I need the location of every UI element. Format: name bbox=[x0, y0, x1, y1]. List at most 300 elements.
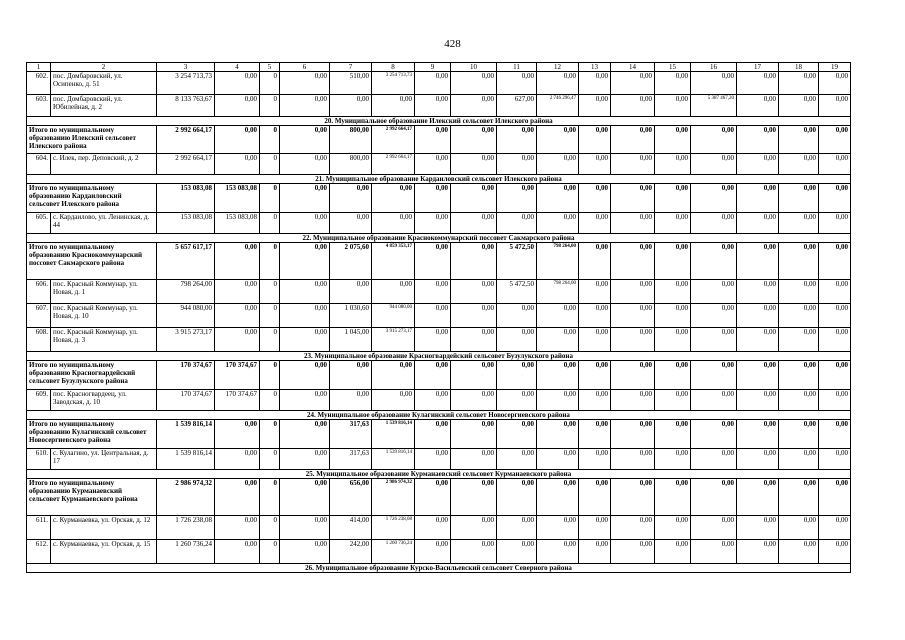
value-cell: 0 bbox=[260, 328, 280, 352]
column-number-19: 19 bbox=[819, 63, 851, 72]
row-index: 606. bbox=[27, 280, 51, 304]
value-cell: 0,00 bbox=[737, 243, 779, 280]
value-cell: 0,00 bbox=[579, 126, 611, 154]
value-cell: 0,00 bbox=[737, 154, 779, 175]
section-title: 21. Муниципальное образование Кардаиловский сельсовет Илекского района bbox=[27, 175, 851, 184]
value-cell: 0,00 bbox=[655, 449, 691, 470]
value-cell: 0,00 bbox=[497, 304, 537, 328]
total-row bbox=[27, 479, 851, 516]
value-cell: 0,00 bbox=[280, 184, 330, 213]
value-cell: 242,00 bbox=[330, 540, 372, 564]
value-cell: 0,00 bbox=[280, 540, 330, 564]
value-cell: 0,00 bbox=[451, 328, 497, 352]
value-cell: 0,00 bbox=[691, 243, 737, 280]
section-heading-row bbox=[27, 470, 851, 479]
value-cell: 656,00 bbox=[330, 479, 372, 516]
section-heading-row bbox=[27, 564, 851, 573]
value-cell: 0,00 bbox=[819, 328, 851, 352]
row-index: 604. bbox=[27, 154, 51, 175]
value-cell: 0,00 bbox=[737, 390, 779, 411]
value-cell: 0,00 bbox=[779, 95, 819, 117]
row-index: 608. bbox=[27, 328, 51, 352]
value-cell: 0,00 bbox=[779, 420, 819, 449]
value-cell: 0,00 bbox=[737, 479, 779, 516]
value-cell: 0,00 bbox=[372, 280, 415, 304]
value-cell: 2 992 664,17 bbox=[157, 154, 215, 175]
value-cell: 0,00 bbox=[537, 540, 579, 564]
section-title: 22. Муниципальное образование Краснокоммунарский поссовет Сакмарского района bbox=[27, 234, 851, 243]
value-cell: 0,00 bbox=[280, 304, 330, 328]
value-cell: 0 bbox=[260, 72, 280, 95]
address: пос. Красногвардеец, ул. Заводская, д. 10 bbox=[51, 390, 157, 411]
value-cell: 0,00 bbox=[819, 390, 851, 411]
value-cell: 0,00 bbox=[819, 184, 851, 213]
value-cell: 0,00 bbox=[611, 126, 655, 154]
value-cell: 0,00 bbox=[415, 390, 451, 411]
value-cell: 170 374,67 bbox=[215, 390, 260, 411]
value-cell: 0,00 bbox=[655, 540, 691, 564]
value-cell: 0,00 bbox=[819, 304, 851, 328]
table-row bbox=[27, 540, 851, 564]
section-title: 23. Муниципальное образование Красногвардейский сельсовет Бузулукского района bbox=[27, 352, 851, 361]
value-cell: 944 080,00 bbox=[157, 304, 215, 328]
value-cell: 0,00 bbox=[737, 516, 779, 540]
address: пос. Домбаровский, ул. Осипенко, д. 51 bbox=[51, 72, 157, 95]
value-cell: 0,00 bbox=[537, 126, 579, 154]
value-cell: 1 045,00 bbox=[330, 328, 372, 352]
value-cell: 0,00 bbox=[819, 280, 851, 304]
value-cell: 0 bbox=[260, 516, 280, 540]
value-cell: 0,00 bbox=[819, 361, 851, 390]
value-cell: 798 264,00 bbox=[157, 280, 215, 304]
value-cell: 0,00 bbox=[537, 328, 579, 352]
value-cell: 0,00 bbox=[655, 479, 691, 516]
value-cell: 2 075,60 bbox=[330, 243, 372, 280]
value-cell: 0,00 bbox=[611, 95, 655, 117]
value-cell: 0,00 bbox=[451, 479, 497, 516]
row-index: 602. bbox=[27, 72, 51, 95]
value-cell: 0,00 bbox=[497, 449, 537, 470]
section-heading-row bbox=[27, 352, 851, 361]
value-cell: 0,00 bbox=[330, 390, 372, 411]
value-cell: 4 859 353,17 bbox=[372, 243, 415, 280]
value-cell: 0,00 bbox=[819, 449, 851, 470]
value-cell: 0,00 bbox=[497, 361, 537, 390]
value-cell: 0,00 bbox=[579, 95, 611, 117]
value-cell: 0,00 bbox=[330, 95, 372, 117]
value-cell: 170 374,67 bbox=[157, 361, 215, 390]
total-row bbox=[27, 184, 851, 213]
value-cell: 0,00 bbox=[611, 390, 655, 411]
total-row bbox=[27, 361, 851, 390]
value-cell: 0,00 bbox=[372, 213, 415, 234]
value-cell: 1 539 816,14 bbox=[372, 449, 415, 470]
value-cell: 0,00 bbox=[497, 479, 537, 516]
value-cell: 0,00 bbox=[611, 516, 655, 540]
value-cell: 3 254 713,73 bbox=[372, 72, 415, 95]
value-cell: 0,00 bbox=[497, 154, 537, 175]
address: с. Кардаилово, ул. Ленинская, д. 44 bbox=[51, 213, 157, 234]
value-cell: 0,00 bbox=[215, 72, 260, 95]
value-cell: 0,00 bbox=[819, 516, 851, 540]
section-title: 20. Муниципальное образование Илекский сельсовет Илекского района bbox=[27, 117, 851, 126]
value-cell: 944 080,00 bbox=[372, 304, 415, 328]
value-cell: 0,00 bbox=[280, 95, 330, 117]
value-cell: 3 254 713,73 bbox=[157, 72, 215, 95]
section-title: 24. Муниципальное образование Кулагинский сельсовет Новосергиевского района bbox=[27, 411, 851, 420]
value-cell: 0,00 bbox=[280, 361, 330, 390]
value-cell: 0,00 bbox=[497, 126, 537, 154]
row-index: 607. bbox=[27, 304, 51, 328]
column-number-2: 2 bbox=[51, 63, 157, 72]
value-cell: 0,00 bbox=[330, 184, 372, 213]
value-cell: 0,00 bbox=[372, 390, 415, 411]
value-cell: 0,00 bbox=[280, 420, 330, 449]
value-cell: 0,00 bbox=[655, 280, 691, 304]
value-cell: 0,00 bbox=[779, 184, 819, 213]
value-cell: 0,00 bbox=[819, 72, 851, 95]
value-cell: 0 bbox=[260, 540, 280, 564]
value-cell: 0,00 bbox=[415, 184, 451, 213]
value-cell: 0,00 bbox=[611, 328, 655, 352]
value-cell: 0,00 bbox=[737, 420, 779, 449]
value-cell: 0,00 bbox=[611, 479, 655, 516]
value-cell: 0,00 bbox=[579, 516, 611, 540]
table-row bbox=[27, 280, 851, 304]
value-cell: 5 472,50 bbox=[497, 280, 537, 304]
address: пос. Домбаровский, ул. Юбилейная, д. 2 bbox=[51, 95, 157, 117]
value-cell: 0,00 bbox=[451, 540, 497, 564]
value-cell: 0,00 bbox=[451, 213, 497, 234]
value-cell: 0,00 bbox=[779, 479, 819, 516]
value-cell: 0,00 bbox=[779, 361, 819, 390]
value-cell: 0,00 bbox=[655, 126, 691, 154]
value-cell: 0,00 bbox=[579, 213, 611, 234]
value-cell: 0,00 bbox=[451, 304, 497, 328]
value-cell: 0,00 bbox=[215, 449, 260, 470]
value-cell: 1 030,60 bbox=[330, 304, 372, 328]
value-cell: 0,00 bbox=[579, 449, 611, 470]
value-cell: 0,00 bbox=[497, 420, 537, 449]
value-cell: 0,00 bbox=[779, 280, 819, 304]
table-row bbox=[27, 390, 851, 411]
column-number-16: 16 bbox=[691, 63, 737, 72]
value-cell: 0,00 bbox=[497, 516, 537, 540]
value-cell: 0,00 bbox=[579, 390, 611, 411]
value-cell: 0,00 bbox=[737, 213, 779, 234]
value-cell: 0,00 bbox=[215, 479, 260, 516]
value-cell: 0,00 bbox=[737, 361, 779, 390]
value-cell: 0,00 bbox=[691, 213, 737, 234]
value-cell: 0,00 bbox=[655, 184, 691, 213]
value-cell: 0,00 bbox=[537, 516, 579, 540]
value-cell: 0,00 bbox=[655, 516, 691, 540]
value-cell: 0,00 bbox=[691, 540, 737, 564]
value-cell: 0,00 bbox=[451, 72, 497, 95]
value-cell: 0,00 bbox=[579, 72, 611, 95]
value-cell: 0,00 bbox=[579, 540, 611, 564]
value-cell: 0,00 bbox=[451, 184, 497, 213]
value-cell: 0,00 bbox=[415, 72, 451, 95]
value-cell: 0,00 bbox=[415, 516, 451, 540]
value-cell: 0,00 bbox=[779, 540, 819, 564]
value-cell: 0,00 bbox=[691, 361, 737, 390]
value-cell: 0,00 bbox=[691, 479, 737, 516]
value-cell: 0,00 bbox=[497, 540, 537, 564]
value-cell: 0,00 bbox=[819, 154, 851, 175]
section-title: 26. Муниципальное образование Курско-Васильевский сельсовет Северного района bbox=[27, 564, 851, 573]
value-cell: 0,00 bbox=[215, 540, 260, 564]
value-cell: 0,00 bbox=[280, 126, 330, 154]
value-cell: 0 bbox=[260, 95, 280, 117]
value-cell: 0,00 bbox=[415, 540, 451, 564]
value-cell: 0 bbox=[260, 390, 280, 411]
value-cell: 0,00 bbox=[691, 420, 737, 449]
value-cell: 0,00 bbox=[451, 516, 497, 540]
value-cell: 1 539 816,14 bbox=[157, 449, 215, 470]
value-cell: 0,00 bbox=[611, 72, 655, 95]
value-cell: 0,00 bbox=[655, 361, 691, 390]
value-cell: 0,00 bbox=[691, 516, 737, 540]
value-cell: 0,00 bbox=[415, 154, 451, 175]
address: с. Илек, пер. Деповский, д. 2 bbox=[51, 154, 157, 175]
value-cell: 0,00 bbox=[611, 449, 655, 470]
value-cell: 800,00 bbox=[330, 126, 372, 154]
column-number-6: 6 bbox=[280, 63, 330, 72]
value-cell: 0 bbox=[260, 449, 280, 470]
value-cell: 0,00 bbox=[579, 154, 611, 175]
value-cell: 0,00 bbox=[737, 304, 779, 328]
value-cell: 0,00 bbox=[655, 213, 691, 234]
value-cell: 5 387 467,20 bbox=[691, 95, 737, 117]
column-number-15: 15 bbox=[655, 63, 691, 72]
column-number-4: 4 bbox=[215, 63, 260, 72]
value-cell: 0,00 bbox=[779, 328, 819, 352]
value-cell: 0,00 bbox=[537, 390, 579, 411]
value-cell: 153 083,08 bbox=[157, 213, 215, 234]
value-cell: 0,00 bbox=[819, 479, 851, 516]
value-cell: 0,00 bbox=[280, 280, 330, 304]
section-heading-row bbox=[27, 234, 851, 243]
address: с. Курманаевка, ул. Орская, д. 15 bbox=[51, 540, 157, 564]
value-cell: 414,00 bbox=[330, 516, 372, 540]
value-cell: 0,00 bbox=[819, 420, 851, 449]
value-cell: 0,00 bbox=[497, 72, 537, 95]
value-cell: 0 bbox=[260, 184, 280, 213]
value-cell: 0,00 bbox=[655, 390, 691, 411]
value-cell: 800,00 bbox=[330, 154, 372, 175]
value-cell: 0,00 bbox=[415, 126, 451, 154]
value-cell: 0,00 bbox=[779, 304, 819, 328]
value-cell: 0,00 bbox=[611, 304, 655, 328]
value-cell: 0,00 bbox=[655, 72, 691, 95]
value-cell: 0 bbox=[260, 126, 280, 154]
value-cell: 0,00 bbox=[737, 72, 779, 95]
section-heading-row bbox=[27, 175, 851, 184]
value-cell: 153 083,08 bbox=[157, 184, 215, 213]
value-cell: 0,00 bbox=[779, 449, 819, 470]
section-heading-row bbox=[27, 117, 851, 126]
value-cell: 0,00 bbox=[691, 72, 737, 95]
value-cell: 0,00 bbox=[779, 154, 819, 175]
value-cell: 0,00 bbox=[691, 184, 737, 213]
value-cell: 0,00 bbox=[691, 154, 737, 175]
value-cell: 0,00 bbox=[737, 184, 779, 213]
value-cell: 0,00 bbox=[737, 540, 779, 564]
value-cell: 5 472,50 bbox=[497, 243, 537, 280]
value-cell: 0,00 bbox=[611, 243, 655, 280]
value-cell: 0,00 bbox=[537, 213, 579, 234]
total-row bbox=[27, 126, 851, 154]
total-row bbox=[27, 243, 851, 280]
value-cell: 0,00 bbox=[415, 95, 451, 117]
value-cell: 0,00 bbox=[415, 449, 451, 470]
value-cell: 0,00 bbox=[655, 154, 691, 175]
row-index: 609. bbox=[27, 390, 51, 411]
row-index: 603. bbox=[27, 95, 51, 117]
column-number-7: 7 bbox=[330, 63, 372, 72]
value-cell: 3 915 273,17 bbox=[157, 328, 215, 352]
value-cell: 0,00 bbox=[415, 213, 451, 234]
value-cell: 170 374,67 bbox=[157, 390, 215, 411]
value-cell: 0,00 bbox=[537, 184, 579, 213]
total-label: Итого по муниципальному образованию Кардаиловский сельсовет Илекского района bbox=[27, 184, 157, 213]
value-cell: 0,00 bbox=[819, 95, 851, 117]
capital-repair-table bbox=[26, 62, 851, 573]
value-cell: 0,00 bbox=[280, 516, 330, 540]
value-cell: 0,00 bbox=[655, 420, 691, 449]
column-number-11: 11 bbox=[497, 63, 537, 72]
value-cell: 798 264,00 bbox=[537, 243, 579, 280]
table-row bbox=[27, 516, 851, 540]
value-cell: 0,00 bbox=[415, 361, 451, 390]
value-cell: 798 264,00 bbox=[537, 280, 579, 304]
value-cell: 510,00 bbox=[330, 72, 372, 95]
value-cell: 0,00 bbox=[215, 154, 260, 175]
value-cell: 170 374,67 bbox=[215, 361, 260, 390]
value-cell: 0,00 bbox=[451, 280, 497, 304]
value-cell: 1 539 816,14 bbox=[372, 420, 415, 449]
value-cell: 0 bbox=[260, 213, 280, 234]
section-title: 25. Муниципальное образование Курманаевский сельсовет Курманаевского района bbox=[27, 470, 851, 479]
value-cell: 5 657 617,17 bbox=[157, 243, 215, 280]
table-row bbox=[27, 72, 851, 95]
value-cell: 3 915 273,17 bbox=[372, 328, 415, 352]
value-cell: 0,00 bbox=[737, 126, 779, 154]
value-cell: 0,00 bbox=[280, 213, 330, 234]
value-cell: 0,00 bbox=[737, 95, 779, 117]
value-cell: 0 bbox=[260, 280, 280, 304]
value-cell: 317,63 bbox=[330, 449, 372, 470]
address: пос. Красный Коммунар, ул. Новая, д. 3 bbox=[51, 328, 157, 352]
value-cell: 0,00 bbox=[655, 304, 691, 328]
value-cell: 0,00 bbox=[579, 420, 611, 449]
total-label: Итого по муниципальному образованию Кулагинский сельсовет Новосергиевского района bbox=[27, 420, 157, 449]
value-cell: 1 260 736,24 bbox=[157, 540, 215, 564]
value-cell: 1 726 238,08 bbox=[372, 516, 415, 540]
value-cell: 0,00 bbox=[215, 126, 260, 154]
column-number-14: 14 bbox=[611, 63, 655, 72]
table-row bbox=[27, 304, 851, 328]
value-cell: 0,00 bbox=[451, 420, 497, 449]
value-cell: 8 133 763,67 bbox=[157, 95, 215, 117]
row-index: 605. bbox=[27, 213, 51, 234]
value-cell: 0,00 bbox=[819, 126, 851, 154]
value-cell: 2 986 974,32 bbox=[157, 479, 215, 516]
value-cell: 0,00 bbox=[611, 154, 655, 175]
value-cell: 0,00 bbox=[215, 304, 260, 328]
value-cell: 0,00 bbox=[415, 243, 451, 280]
value-cell: 0,00 bbox=[537, 154, 579, 175]
value-cell: 0,00 bbox=[330, 280, 372, 304]
row-index: 612. bbox=[27, 540, 51, 564]
total-label: Итого по муниципальному образованию Курманаевский сельсовет Курманаевского района bbox=[27, 479, 157, 516]
value-cell: 0,00 bbox=[330, 361, 372, 390]
value-cell: 0,00 bbox=[215, 420, 260, 449]
value-cell: 0,00 bbox=[451, 449, 497, 470]
value-cell: 0,00 bbox=[537, 361, 579, 390]
value-cell: 153 083,08 bbox=[215, 184, 260, 213]
value-cell: 0,00 bbox=[415, 420, 451, 449]
value-cell: 0,00 bbox=[737, 328, 779, 352]
value-cell: 0,00 bbox=[579, 184, 611, 213]
value-cell: 0,00 bbox=[611, 420, 655, 449]
value-cell: 0,00 bbox=[779, 72, 819, 95]
value-cell: 0,00 bbox=[537, 449, 579, 470]
value-cell: 0,00 bbox=[451, 243, 497, 280]
value-cell: 0,00 bbox=[655, 328, 691, 352]
column-number-13: 13 bbox=[579, 63, 611, 72]
value-cell: 0,00 bbox=[215, 516, 260, 540]
value-cell: 2 746 296,47 bbox=[537, 95, 579, 117]
total-label: Итого по муниципальному образованию Краснокоммунарский поссовет Сакмарского района bbox=[27, 243, 157, 280]
value-cell: 0,00 bbox=[415, 304, 451, 328]
value-cell: 0,00 bbox=[497, 328, 537, 352]
table-row bbox=[27, 213, 851, 234]
value-cell: 0,00 bbox=[415, 479, 451, 516]
value-cell: 0,00 bbox=[611, 280, 655, 304]
column-number-1: 1 bbox=[27, 63, 51, 72]
value-cell: 0,00 bbox=[737, 280, 779, 304]
value-cell: 0,00 bbox=[819, 540, 851, 564]
value-cell: 0,00 bbox=[779, 390, 819, 411]
value-cell: 0,00 bbox=[779, 213, 819, 234]
section-heading-row bbox=[27, 411, 851, 420]
column-number-5: 5 bbox=[260, 63, 280, 72]
value-cell: 2 992 664,17 bbox=[157, 126, 215, 154]
value-cell: 0 bbox=[260, 243, 280, 280]
value-cell: 0,00 bbox=[215, 95, 260, 117]
value-cell: 0,00 bbox=[372, 361, 415, 390]
value-cell: 0,00 bbox=[611, 213, 655, 234]
value-cell: 0,00 bbox=[611, 540, 655, 564]
value-cell: 0,00 bbox=[611, 361, 655, 390]
value-cell: 0,00 bbox=[280, 479, 330, 516]
value-cell: 0,00 bbox=[280, 154, 330, 175]
value-cell: 0,00 bbox=[579, 304, 611, 328]
value-cell: 0,00 bbox=[579, 280, 611, 304]
value-cell: 0,00 bbox=[579, 328, 611, 352]
column-number-3: 3 bbox=[157, 63, 215, 72]
value-cell: 0,00 bbox=[779, 243, 819, 280]
address: пос. Красный Коммунар, ул. Новая, д. 10 bbox=[51, 304, 157, 328]
value-cell: 0,00 bbox=[655, 243, 691, 280]
value-cell: 0,00 bbox=[215, 280, 260, 304]
value-cell: 0,00 bbox=[537, 479, 579, 516]
total-label: Итого по муниципальному образованию Илекский сельсовет Илекского района bbox=[27, 126, 157, 154]
value-cell: 0,00 bbox=[372, 95, 415, 117]
value-cell: 0,00 bbox=[372, 184, 415, 213]
